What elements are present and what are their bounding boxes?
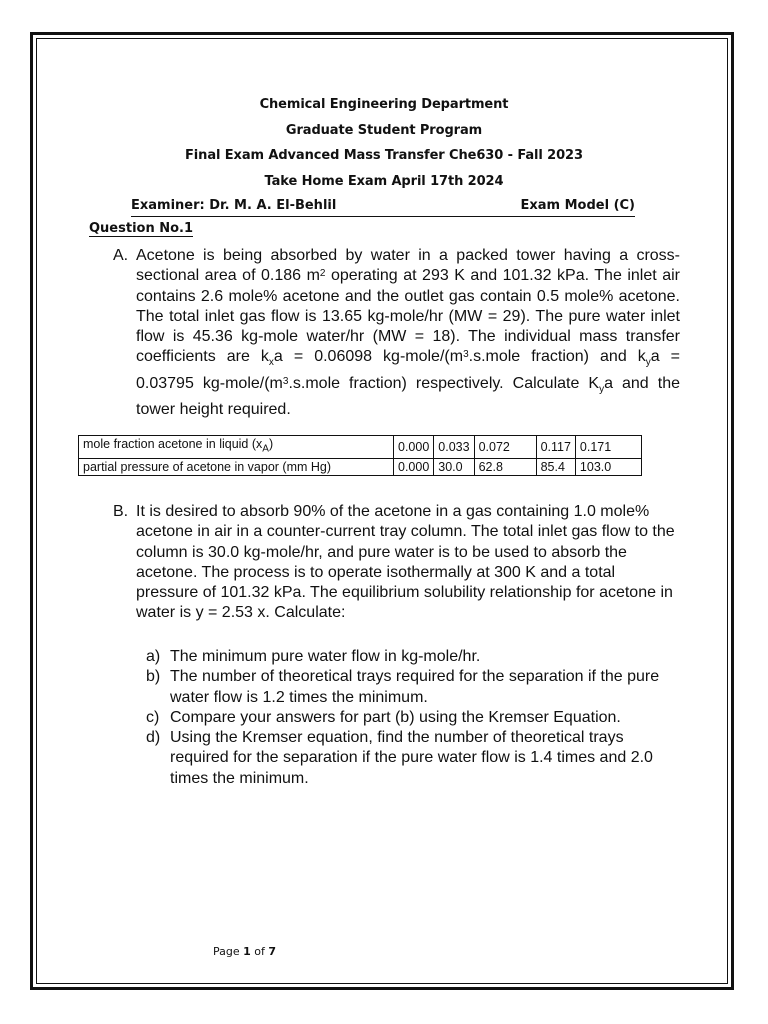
exam-date-line: Take Home Exam April 17th 2024 — [264, 173, 504, 189]
list-item: c) Compare your answers for part (b) using the Kremser Equation. — [146, 708, 621, 726]
table-cell: 62.8 — [474, 458, 536, 475]
table-cell: 0.171 — [575, 436, 641, 459]
part-b-text: It is desired to absorb 90% of the acetone in a gas containing 1.0 mole% acetone in air in a counter-current tray column. The total inlet gas flow to the column is 30.0 kg-mole/hr, and pure water is to be used to absorb the acetone. The process is to operate isothermally at 300 K and a total pressure of 101.32 kPa. The equilibrium solubility relationship for acetone in water is y = 2.53 x. Calculate: — [136, 503, 675, 622]
table-cell: 85.4 — [536, 458, 575, 475]
table-cell: 0.033 — [434, 436, 474, 459]
table-row — [79, 458, 642, 475]
table-cell: 0.117 — [536, 436, 575, 459]
table-cell: 30.0 — [434, 458, 474, 475]
equilibrium-table — [78, 435, 642, 476]
table-cell: 103.0 — [575, 458, 641, 475]
table-cell: 0.000 — [394, 458, 434, 475]
page-footer: Page 1 of 7 — [213, 945, 277, 958]
list-item: a) The minimum pure water flow in kg-mole/hr. — [146, 648, 481, 665]
question-title: Question No.1 — [89, 221, 194, 236]
part-b-subitems — [146, 647, 686, 789]
part-a — [113, 246, 680, 421]
examiner-row — [131, 196, 635, 217]
exam-title-line: Final Exam Advanced Mass Transfer Che630 - Fall 2023 — [185, 148, 583, 163]
examiner-name: Examiner: Dr. M. A. El-Behlil — [131, 198, 337, 213]
table-cell: mole fraction acetone in liquid $(x_A)$ — [79, 436, 394, 459]
table-cell: 0.072 — [474, 436, 536, 459]
part-a-text: Acetone is being absorbed by water in a packed tower having a cross-sectional area of 0.186 $m^2$ operating at 293 K and 101.32 kPa. The inlet air contains 2.6 mole% acetone and the outlet gas contain 0.5 mole% acetone. The total inlet gas flow is 13.65 kg-mole/hr (MW = 29). The pure water inlet flow is 45.36 kg-mole water/hr (MW = 18). The individual mass transfer coefficients are $k_xa = 0.06098$ $kg-mole/(m^3.s.mole$ fraction) and $k_ya = 0.03795$ $kg-mole/(m^3.s.mole$ fraction) respectively. Calculate $K_ya$ and the tower height required. — [136, 247, 681, 419]
exam-header — [0, 92, 768, 194]
part-b — [113, 502, 680, 624]
list-item: b) The number of theoretical trays required for the separation if the pure water flow is 1.2 times the minimum. — [146, 668, 660, 706]
table-cell: 0.000 — [394, 436, 434, 459]
list-item: d) Using the Kremser equation, find the number of theoretical trays required for the separation if the pure water flow is 1.4 times and 2.0 times the minimum. — [146, 729, 653, 787]
part-b-letter: B. — [113, 503, 129, 520]
part-a-letter: A. — [113, 247, 129, 264]
table-cell: partial pressure of acetone in vapor (mm Hg) — [79, 458, 394, 475]
exam-model: Exam Model (C) — [520, 198, 635, 213]
department-line: Chemical Engineering Department — [259, 97, 509, 112]
program-line: Graduate Student Program — [285, 122, 483, 138]
table-row — [79, 436, 642, 459]
